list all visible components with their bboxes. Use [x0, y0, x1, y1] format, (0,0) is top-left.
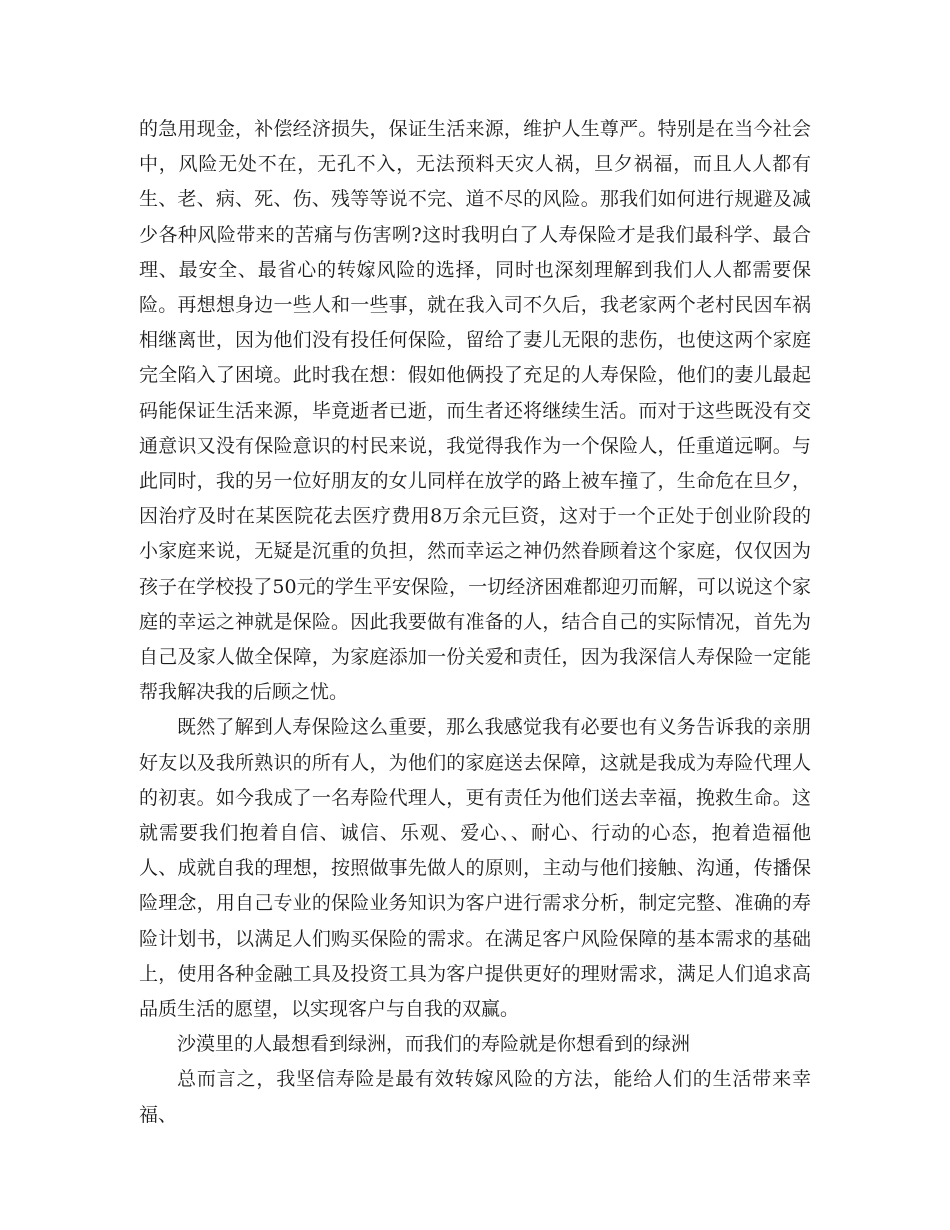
paragraph-continuation: 的急用现金，补偿经济损失，保证生活来源，维护人生尊严。特别是在当今社会中，风险无处不在，无孔不入，无法预料天灾人祸，旦夕祸福，而且人人都有生、老、病、死、伤、残等等说不完、道不尽的风险。那我们如何进行规避及减少各种风险带来的苦痛与伤害咧?这时我明白了人寿保险才是我们最科学、最合理、最安全、最省心的转嫁风险的选择，同时也深刻理解到我们人人都需要保险。再想想身边一些人和一些事，就在我入司不久后，我老家两个老村民因车祸相继离世，因为他们没有投任何保险，留给了妻儿无限的悲伤，也使这两个家庭完全陷入了困境。此时我在想：假如他俩投了充足的人寿保险，他们的妻儿最起码能保证生活来源，毕竟逝者已逝，而生者还将继续生活。而对于这些既没有交通意识又没有保险意识的村民来说，我觉得我作为一个保险人，任重道远啊。与此同时，我的另一位好朋友的女儿同样在放学的路上被车撞了，生命危在旦夕，因治疗及时在某医院花去医疗费用8万余元巨资，这对于一个正处于创业阶段的小家庭来说，无疑是沉重的负担，然而幸运之神仍然眷顾着这个家庭，仅仅因为孩子在学校投了50元的学生平安保险，一切经济困难都迎刃而解，可以说这个家庭的幸运之神就是保险。因此我要做有准备的人，结合自己的实际情况，首先为自己及家人做全保障，为家庭添加一份关爱和责任，因为我深信人寿保险一定能帮我解决我的后顾之忧。	[139, 118, 811, 704]
paragraph-motivation: 既然了解到人寿保险这么重要，那么我感觉我有必要也有义务告诉我的亲朋好友以及我所熟识的所有人，为他们的家庭送去保障，这就是我成为寿险代理人的初衷。如今我成了一名寿险代理人，更有责任为他们送去幸福，挽救生命。这就需要我们抱着自信、诚信、乐观、爱心、、耐心、行动的心态，抱着造福他人、成就自我的理想，按照做事先做人的原则，主动与他们接触、沟通，传播保险理念，用自己专业的保险业务知识为客户进行需求分析，制定完整、准确的寿险计划书，以满足人们购买保险的需求。在满足客户风险保障的基本需求的基础上，使用各种金融工具及投资工具为客户提供更好的理财需求，满足人们追求高品质生活的愿望，以实现客户与自我的双赢。	[139, 716, 811, 1021]
body-text	[139, 112, 811, 1133]
paragraph-conclusion: 总而言之，我坚信寿险是最有效转嫁风险的方法，能给人们的生活带来幸福、	[139, 1068, 811, 1126]
paragraph-oasis: 沙漠里的人最想看到绿洲，而我们的寿险就是你想看到的绿洲	[177, 1033, 691, 1056]
